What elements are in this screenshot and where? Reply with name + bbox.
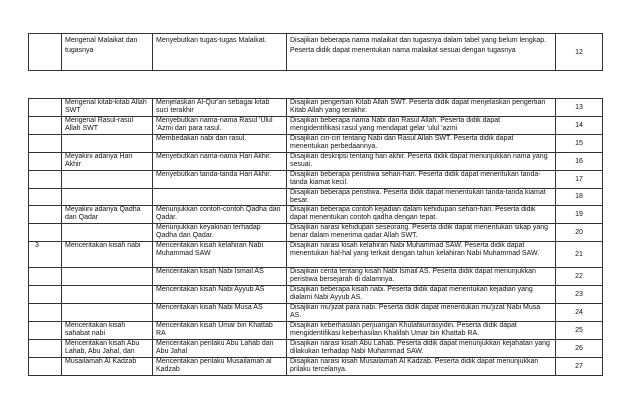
description-cell: Disajikan pengertian Kitab Allah SWT. Peserta didik dapat menjelaskan pengertian Kitab Allah yang terakhir. [287, 99, 556, 117]
row-number-cell [29, 304, 62, 322]
table-row [29, 206, 603, 224]
table-row [29, 99, 603, 117]
row-number-cell [29, 268, 62, 286]
row-number-cell [29, 99, 62, 117]
indicator-cell: Meyakini adanya Qadha dan Qadar [62, 206, 153, 224]
main-table [28, 98, 603, 376]
row-number-cell [29, 286, 62, 304]
description-cell: Disajikan beberapa peristiwa. Peserta didik dapat menentukan tanda-tanda kiamat besar. [287, 189, 556, 206]
row-number-cell [29, 189, 62, 206]
table-row [29, 189, 603, 206]
item-number-cell: 22 [556, 268, 603, 286]
row-number-cell [29, 135, 62, 153]
table-row [29, 171, 603, 189]
objective-cell: Menceritakan kisah Nabi Musa AS [153, 304, 287, 322]
description-cell: Disajikan beberapa contoh kejadian dalam kehidupan sehari-hari. Peserta didik dapat menentukan contoh qadha dengan tepat. [287, 206, 556, 224]
item-number-cell: 24 [556, 304, 603, 322]
row-number-cell [29, 153, 62, 171]
item-number-cell: 21 [556, 242, 603, 268]
objective-cell: Menyebutkan tugas-tugas Malaikat. [153, 34, 287, 71]
indicator-cell [62, 171, 153, 189]
description-cell: Disajikan keberhasilan perjuangan Khulafaurrasyidin. Peserta didik dapat mengidentifikasi keberhasilan Khalifah Umar bin Khattab RA. [287, 322, 556, 340]
description-cell: Disajikan beberapa peristiwa sehari-hari. Peserta didik dapat menentukan tanda-tanda kiamat kecil. [287, 171, 556, 189]
table-row [29, 117, 603, 135]
row-number-cell [29, 358, 62, 376]
row-number-cell [29, 322, 62, 340]
item-number-cell: 16 [556, 153, 603, 171]
table-row [29, 340, 603, 358]
item-number-cell: 17 [556, 171, 603, 189]
row-number-cell [29, 117, 62, 135]
objective-cell: Menunjukkan keyakinan terhadap Qadha dan Qadar. [153, 224, 287, 242]
description-cell: Disajikan mu'jizat para nabi. Peserta didik dapat menentukan mu'jizat Nabi Musa AS. [287, 304, 556, 322]
row-number-cell [29, 206, 62, 224]
item-number-cell: 14 [556, 117, 603, 135]
table-row [29, 268, 603, 286]
indicator-cell: Menceritakan kisah Abu Lahab, Abu Jahal, dan [62, 340, 153, 358]
objective-cell: Menceritakan kisah Umar bin Khattab RA [153, 322, 287, 340]
row-number-cell [29, 340, 62, 358]
top-table [28, 33, 603, 71]
description-cell: Disajikan narasi kisah Abu Lahab. Peserta didik dapat menunjukkan kejahatan yang dilakukan terhadap Nabi Muhammad SAW. [287, 340, 556, 358]
indicator-cell: Menceritakan kisah sahabat nabi [62, 322, 153, 340]
item-number-cell: 27 [556, 358, 603, 376]
description-cell: Disajikan beberapa nama Nabi dan Rasul Allah. Peserta didik dapat mengidentifikasi rasul yang mendapat gelar 'ulul 'azmi [287, 117, 556, 135]
item-number-cell: 15 [556, 135, 603, 153]
indicator-cell [62, 286, 153, 304]
row-number-cell: 3 [29, 242, 62, 268]
item-number-cell: 13 [556, 99, 603, 117]
table-row [29, 358, 603, 376]
item-number-cell: 19 [556, 206, 603, 224]
objective-cell: Menunjukkan contoh-contoh Qadha dan Qadar. [153, 206, 287, 224]
item-number-cell: 26 [556, 340, 603, 358]
objective-cell: Menceritakan kisah Nabi Ayyub AS [153, 286, 287, 304]
objective-cell: Menceritakan perilaku Abu Lahab dan Abu Jahal [153, 340, 287, 358]
indicator-cell [62, 189, 153, 206]
table-row [29, 153, 603, 171]
item-number-cell: 12 [556, 34, 603, 71]
description-cell: Disajikan deskripsi tentang hari akhir. Peserta didik dapat menunjukkan nama yang sesuai. [287, 153, 556, 171]
row-number-cell [29, 171, 62, 189]
table-row [29, 304, 603, 322]
indicator-cell: Mengenal Malaikat dan tugasnya [62, 34, 153, 71]
description-cell: Disajikan narasi kehidupan seseorang. Peserta didik dapat menentukan sikap yang benar dalam menerima qadar Allah SWT. [287, 224, 556, 242]
objective-cell: Menyebutkan nama-nama Rasul 'Ulul 'Azmi dari para rasul. [153, 117, 287, 135]
table-row [29, 224, 603, 242]
row-number-cell [29, 224, 62, 242]
objective-cell: Menyebutkan nama-nama Hari Akhir. [153, 153, 287, 171]
item-number-cell: 18 [556, 189, 603, 206]
indicator-cell: Menceritakan kisah nabi [62, 242, 153, 268]
table-row [29, 242, 603, 268]
description-cell: Disajikan beberapa kisah nabi. Peserta didik dapat menentukan kejadian yang dialami Nabi Ayyub AS. [287, 286, 556, 304]
objective-cell: Menceritakan kisah Nabi Ismail AS [153, 268, 287, 286]
objective-cell: Menceritakan perilaku Musailamah al Kadzab [153, 358, 287, 376]
indicator-cell [62, 304, 153, 322]
objective-cell: Membedakan nabi dan rasul. [153, 135, 287, 153]
objective-cell: Menjelaskan Al-Qur'an sebagai kitab suci terakhir [153, 99, 287, 117]
objective-cell [153, 189, 287, 206]
item-number-cell: 25 [556, 322, 603, 340]
description-cell: Disajikan cerita tentang kisah Nabi Ismail AS. Peserta didik dapat menunjukkan peristiwa bersejarah di dalamnya. [287, 268, 556, 286]
item-number-cell: 23 [556, 286, 603, 304]
table-row [29, 286, 603, 304]
objective-cell: Menceritakan kisah kelahiran Nabi Muhammad SAW [153, 242, 287, 268]
indicator-cell [62, 135, 153, 153]
indicator-cell: Mengenal Rasul-rasul Allah SWT [62, 117, 153, 135]
objective-cell: Menyebutkan tanda-tanda Hari Akhir. [153, 171, 287, 189]
indicator-cell: Meyakini adanya Hari Akhir [62, 153, 153, 171]
row-number-cell [29, 34, 62, 71]
indicator-cell [62, 224, 153, 242]
description-cell: Disajikan ciri-ciri tentang Nabi dan Rasul Allah SWT. Peserta didik dapat menentukan perbedaannya. [287, 135, 556, 153]
table-row [29, 135, 603, 153]
indicator-cell: Musailamah Al Kadzab [62, 358, 153, 376]
table-row [29, 322, 603, 340]
item-number-cell: 20 [556, 224, 603, 242]
indicator-cell [62, 268, 153, 286]
description-cell: Disajikan narasi kisah kelahiran Nabi Muhammad SAW. Peserta didik dapat menentukan hal-hal yang terkait dengan tahun kelahiran Nabi Muhammad SAW. [287, 242, 556, 268]
description-cell: Disajikan beberapa nama malaikat dan tugasnya dalam tabel yang belum lengkap. Peserta didik dapat menentukan nama malaikat sesuai dengan tugasnya [287, 34, 556, 71]
table-row [29, 34, 603, 71]
description-cell: Disajikan narasi kisah Musailamah Al Kadzab. Peserta didik dapat menunjukkan prilaku tercelanya. [287, 358, 556, 376]
indicator-cell: Mengenal kitab-kitab Allah SWT [62, 99, 153, 117]
